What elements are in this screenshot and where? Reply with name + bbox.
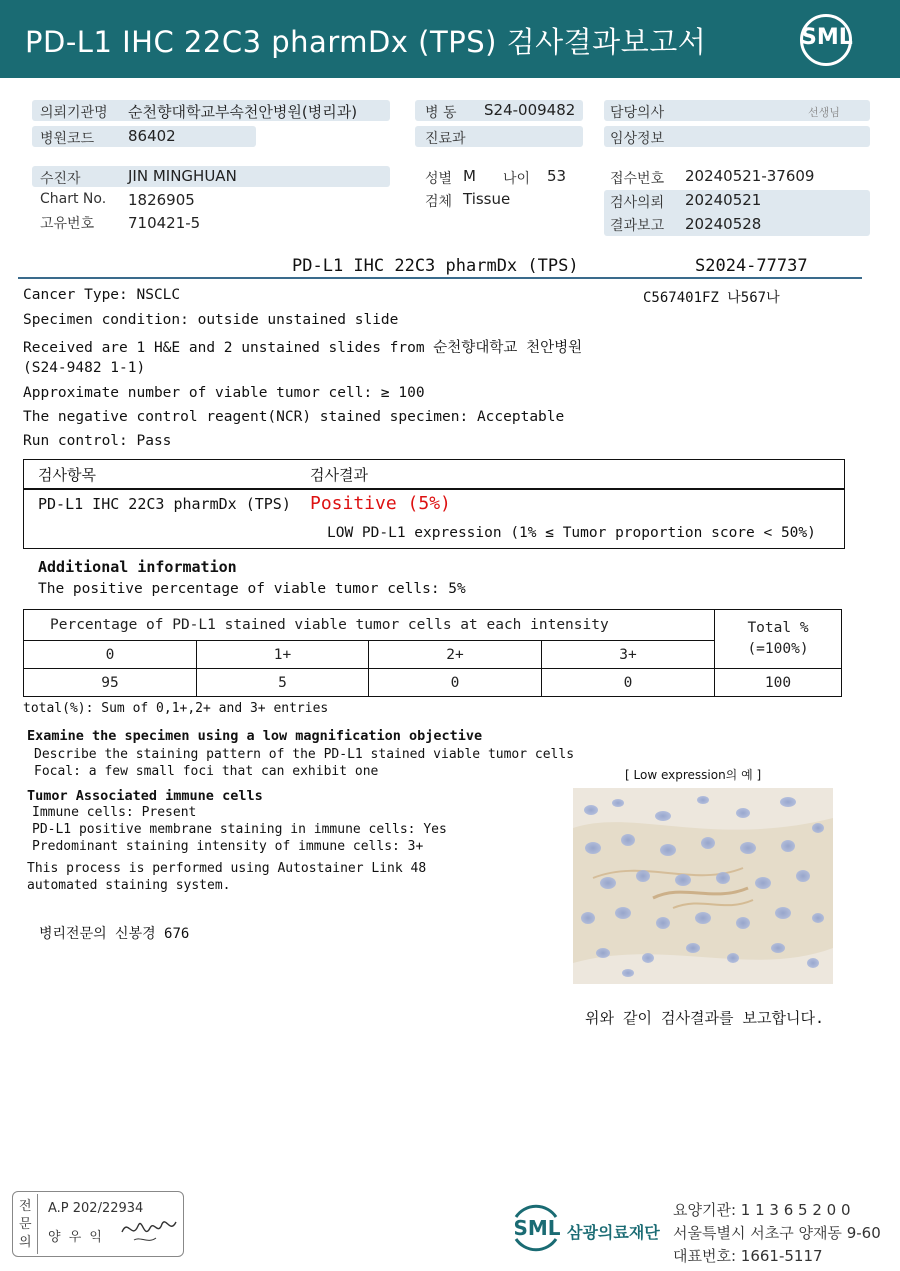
immune-line-1: Immune cells: Present [32,805,197,820]
doctor-suffix: 선생님 [808,106,840,119]
patient-value: JIN MINGHUAN [128,167,237,185]
specimen-label: 검체 [425,194,453,210]
immune-title: Tumor Associated immune cells [27,788,263,804]
value-3plus: 0 [542,669,715,697]
doctor-label: 담당의사 [610,105,665,121]
institution-label: 의뢰기관명 [40,105,108,121]
ward-value: S24-009482 [484,101,576,119]
receipt-value: 20240521-37609 [685,167,815,185]
image-caption: [ Low expression의 예 ] [625,768,762,782]
license-number: 요양기관: 1 1 3 6 5 2 0 0 [673,1201,851,1219]
viable-tumor-count: Approximate number of viable tumor cell: ≥ 100 [23,385,425,401]
ncr-status: The negative control reagent(NCR) stained specimen: Acceptable [23,409,565,425]
age-label: 나이 [503,171,531,187]
title-divider [18,277,862,279]
report-value: 20240528 [685,215,762,233]
dept-label: 진료과 [425,131,466,147]
additional-text: The positive percentage of viable tumor cells: 5% [38,581,466,597]
intensity-table [23,609,842,697]
sml-logo-text: SML [801,25,853,50]
id-value: 710421-5 [128,214,201,232]
ap-number: A.P 202/22934 [48,1201,144,1216]
request-label: 검사의뢰 [610,195,665,211]
cancer-type: Cancer Type: NSCLC [23,287,181,303]
result-value: Positive (5%) [310,493,451,514]
pathologist-signature: 병리전문의 신봉경 676 [39,926,190,942]
specimen-value: Tissue [463,190,511,208]
result-note: LOW PD-L1 expression (1% ≤ Tumor proportion score < 50%) [327,525,816,541]
level-1plus: 1+ [197,641,369,669]
run-control: Run control: Pass [23,433,172,449]
examine-line-2: Focal: a few small foci that can exhibit one [34,764,379,779]
received-slides: Received are 1 H&E and 2 unstained slides from 순천향대학교 천안병원 [23,340,583,356]
slide-id: (S24-9482 1-1) [23,360,146,376]
immune-line-2: PD-L1 positive membrane staining in immune cells: Yes [32,822,447,837]
total-header: Total % [747,620,809,636]
org-phone: 대표번호: 1661-5117 [673,1247,823,1265]
patient-label: 수진자 [40,171,81,187]
org-name: 삼광의료재단 [567,1223,660,1242]
report-title: PD-L1 IHC 22C3 pharmDx (TPS) [292,256,579,276]
value-1plus: 5 [197,669,369,697]
handwritten-signature [118,1210,180,1248]
result-table-divider [23,488,845,490]
value-total: 100 [715,669,842,697]
ward-label: 병 동 [425,105,457,121]
org-address: 서울특별시 서초구 양재동 9-60 [673,1224,881,1242]
sex-value: M [463,167,476,185]
report-number: S2024-77737 [695,256,808,276]
process-line-1: This process is performed using Autostainer Link 48 [27,861,427,876]
examine-line-1: Describe the staining pattern of the PD-L1 stained viable tumor cells [34,747,575,762]
specialist-name: 양 우 익 [48,1230,104,1245]
closing-statement: 위와 같이 검사결과를 보고합니다. [585,1009,824,1027]
result-col-result: 검사결과 [310,466,368,484]
additional-title: Additional information [38,558,237,576]
institution-value: 순천향대학교부속천안병원(병리과) [128,103,358,121]
clinical-label: 임상정보 [610,131,665,147]
sex-label: 성별 [425,171,453,187]
micrograph-image [573,788,833,984]
hospital-code-label: 병원코드 [40,131,95,147]
page-title: PD-L1 IHC 22C3 pharmDx (TPS) 검사결과보고서 [25,25,707,59]
result-item: PD-L1 IHC 22C3 pharmDx (TPS) [38,495,291,513]
sml-org-logo-text: SML [513,1216,561,1240]
immune-line-3: Predominant staining intensity of immune cells: 3+ [32,839,424,854]
specialist-vlabel: 전문의 [19,1199,32,1250]
chart-value: 1826905 [128,191,195,209]
hospital-code-value: 86402 [128,127,176,145]
request-value: 20240521 [685,191,762,209]
value-0: 95 [24,669,197,697]
report-label: 결과보고 [610,218,665,234]
specimen-condition: Specimen condition: outside unstained slide [23,312,399,328]
level-3plus: 3+ [542,641,715,669]
value-2plus: 0 [369,669,542,697]
level-0: 0 [24,641,197,669]
report-code: C567401FZ 나567나 [643,290,780,306]
result-col-item: 검사항목 [38,466,96,484]
age-value: 53 [547,167,567,185]
process-line-2: automated staining system. [27,878,231,893]
total-header-cell [715,610,842,669]
receipt-label: 접수번호 [610,171,665,187]
intensity-header: Percentage of PD-L1 stained viable tumor cells at each intensity [24,610,715,641]
intensity-footnote: total(%): Sum of 0,1+,2+ and 3+ entries [23,701,329,716]
id-label: 고유번호 [40,216,95,232]
total-subheader: (=100%) [747,641,809,657]
level-2plus: 2+ [369,641,542,669]
chart-label: Chart No. [40,191,107,207]
examine-title: Examine the specimen using a low magnification objective [27,728,483,744]
